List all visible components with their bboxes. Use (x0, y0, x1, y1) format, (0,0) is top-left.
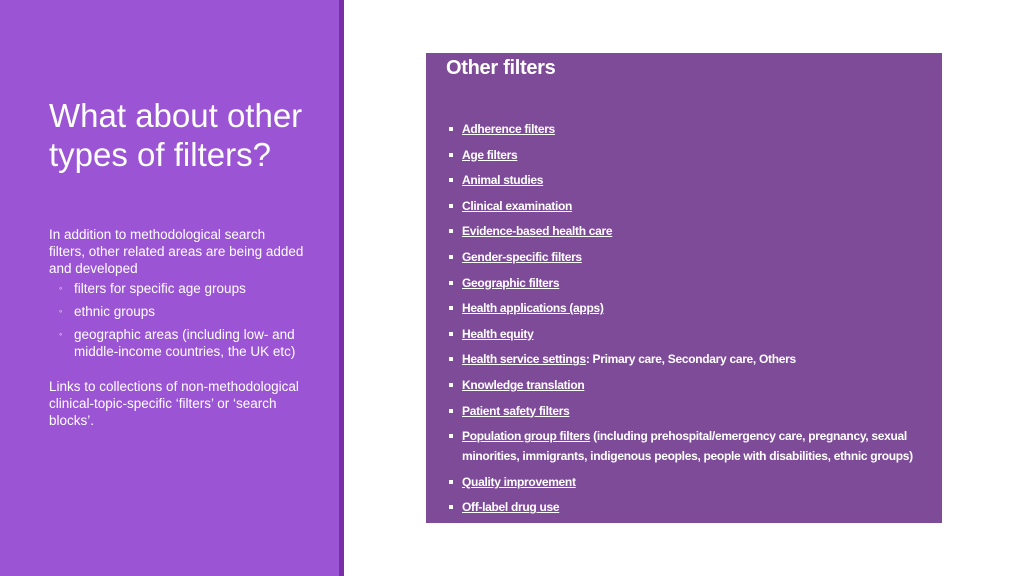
filter-link[interactable]: Gender-specific filters (462, 249, 582, 264)
sub-bullet-item (57, 303, 304, 320)
filter-item (446, 472, 934, 492)
square-bullet-icon (449, 434, 453, 438)
links-paragraph: Links to collections of non-methodological clinical-topic-specific ‘filters’ or ‘search blocks’. (49, 379, 299, 428)
filter-item (446, 426, 934, 466)
square-bullet-icon (449, 409, 453, 413)
square-bullet-icon (449, 229, 453, 233)
square-bullet-icon (449, 178, 453, 182)
filter-link[interactable]: Evidence-based health care (462, 224, 613, 239)
filter-item (446, 247, 934, 267)
filter-link[interactable]: Health service settings (462, 352, 586, 367)
filter-item (446, 145, 934, 165)
sub-bullet-text: geographic areas (including low- and middle-income countries, the UK etc) (74, 327, 296, 359)
filter-item (446, 273, 934, 293)
square-bullet-icon (449, 255, 453, 259)
sub-bullet-text: ethnic groups (74, 304, 156, 319)
square-bullet-icon (449, 357, 453, 361)
filter-note: (including prehospital/emergency care, pregnancy, sexual minorities, immigrants, indigenous peoples, people with disabilities, ethnic groups) (462, 429, 913, 464)
filter-note: : Primary care, Secondary care, Others (585, 352, 796, 367)
filter-item (446, 298, 934, 318)
square-bullet-icon (449, 204, 453, 208)
filter-link[interactable]: Geographic filters (462, 275, 560, 290)
filter-item (446, 170, 934, 190)
filter-link[interactable]: Health equity (462, 326, 534, 341)
other-filters-card (426, 53, 942, 523)
filter-list (446, 119, 934, 523)
filter-item (446, 119, 934, 139)
filter-link[interactable]: Clinical examination (462, 198, 573, 213)
filter-item (446, 375, 934, 395)
sub-bullet-item (57, 280, 304, 297)
filter-item (446, 349, 934, 369)
ring-bullet-icon: ◦ (59, 306, 63, 316)
slide-body (49, 226, 304, 429)
filter-link[interactable]: Age filters (462, 147, 518, 162)
filter-link[interactable]: Quality improvement (462, 474, 576, 489)
square-bullet-icon (449, 281, 453, 285)
ring-bullet-icon: ◦ (59, 283, 63, 293)
intro-paragraph: In addition to methodological search filters, other related areas are being added and developed (49, 227, 304, 276)
square-bullet-icon (449, 505, 453, 509)
panel-divider (339, 0, 344, 576)
square-bullet-icon (449, 332, 453, 336)
square-bullet-icon (449, 127, 453, 131)
card-title: Other filters (446, 57, 556, 79)
filter-link[interactable]: Knowledge translation (462, 377, 585, 392)
filter-link[interactable]: Population group filters (462, 429, 591, 444)
square-bullet-icon (449, 153, 453, 157)
ring-bullet-icon: ◦ (59, 329, 63, 339)
filter-link[interactable]: Patient safety filters (462, 403, 570, 418)
sub-bullet-text: filters for specific age groups (74, 281, 246, 296)
filter-item (446, 497, 934, 517)
filter-item (446, 401, 934, 421)
filter-link[interactable]: Health applications (apps) (462, 301, 604, 316)
filter-item (446, 324, 934, 344)
filter-item (446, 221, 934, 241)
filter-item (446, 196, 934, 216)
slide-title: What about other types of filters? (49, 97, 303, 173)
square-bullet-icon (449, 306, 453, 310)
square-bullet-icon (449, 480, 453, 484)
filter-link[interactable]: Animal studies (462, 173, 544, 188)
sub-bullet-list (49, 280, 304, 360)
sub-bullet-item (57, 326, 304, 360)
filter-link[interactable]: Off-label drug use (462, 500, 560, 515)
filter-link[interactable]: Adherence filters (462, 122, 555, 136)
square-bullet-icon (449, 383, 453, 387)
